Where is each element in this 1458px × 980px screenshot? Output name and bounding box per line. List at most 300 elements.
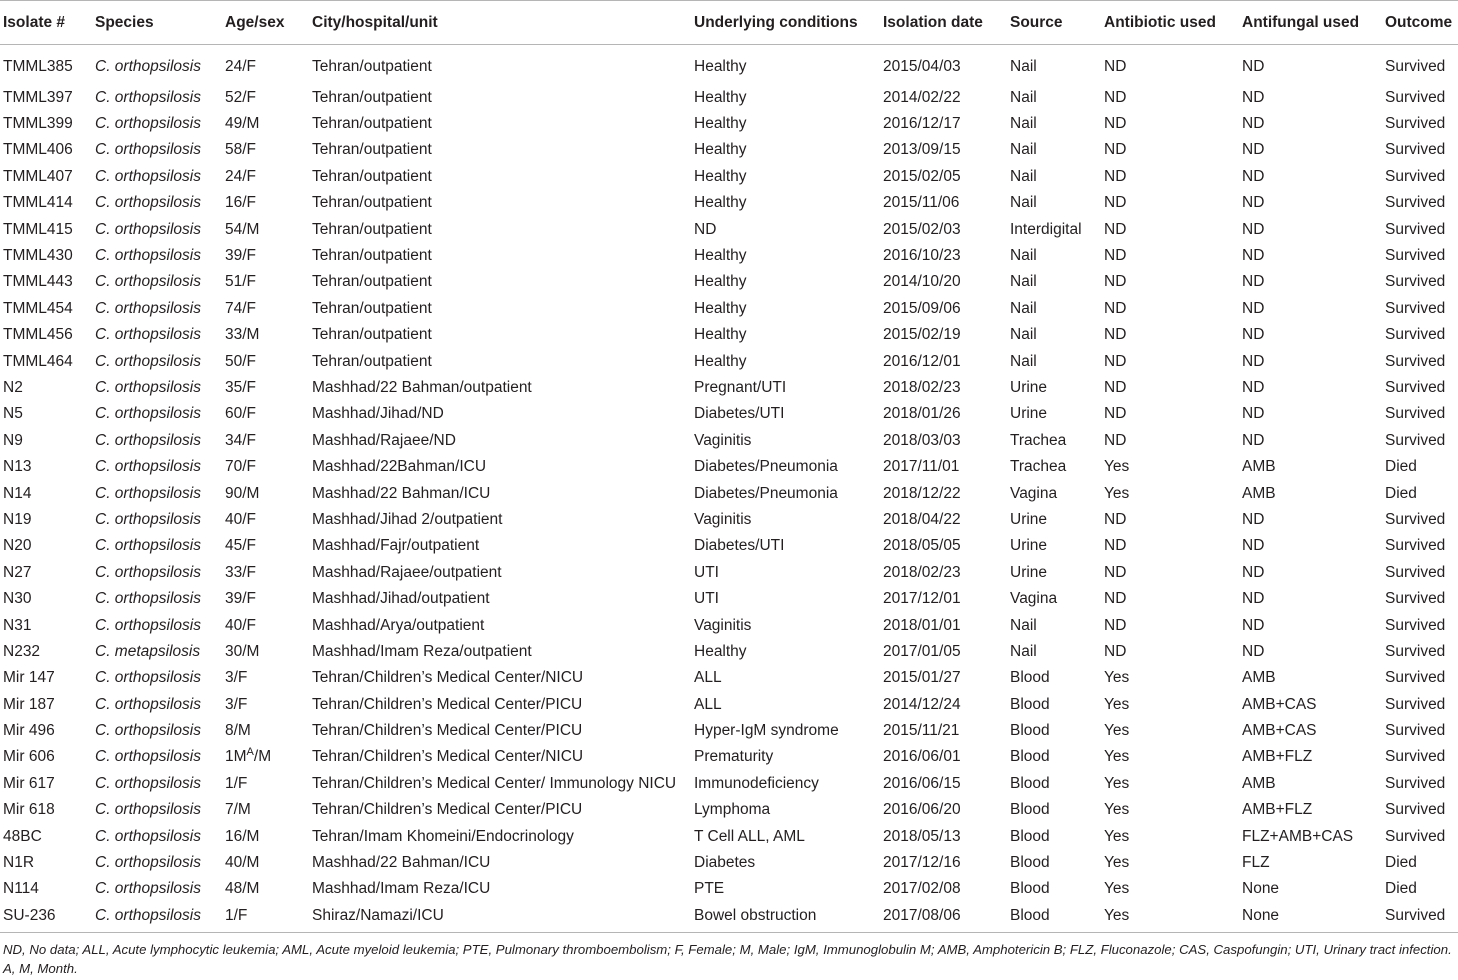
cell-source: Interdigital (1010, 220, 1082, 238)
cell-species: C. orthopsilosis (95, 880, 201, 898)
cell-antibiotic-used: ND (1104, 194, 1127, 212)
cell-species: C. orthopsilosis (95, 220, 201, 238)
cell-source: Nail (1010, 326, 1037, 344)
table-header-row (0, 1, 1458, 45)
cell-age-sex: 7/M (225, 801, 251, 819)
cell-age-sex: 34/F (225, 431, 257, 449)
cell-city-hospital-unit: Tehran/outpatient (312, 247, 432, 265)
table-row (0, 560, 1458, 586)
cell-age-sex: 39/F (225, 247, 257, 265)
header-outcome: Outcome (1385, 1, 1458, 45)
cell-outcome: Survived (1385, 247, 1446, 265)
cell-outcome: Survived (1385, 378, 1446, 396)
cell-species: C. orthopsilosis (95, 57, 201, 75)
table-row (0, 507, 1458, 533)
cell-outcome: Survived (1385, 141, 1446, 159)
cell-isolation-date: 2015/11/21 (883, 722, 960, 740)
cell-source: Urine (1010, 378, 1048, 396)
cell-source: Blood (1010, 695, 1050, 713)
cell-source: Urine (1010, 537, 1048, 555)
cell-underlying-condition: Healthy (694, 642, 747, 660)
table-row (0, 876, 1458, 902)
cell-antibiotic-used: ND (1104, 616, 1127, 634)
cell-antifungal-used: AMB (1242, 774, 1276, 792)
cell-outcome: Survived (1385, 827, 1446, 845)
cell-underlying-condition: Diabetes (694, 854, 756, 872)
table-row (0, 296, 1458, 322)
cell-antibiotic-used: ND (1104, 352, 1127, 370)
cell-underlying-condition: Lymphoma (694, 801, 771, 819)
cell-age-sex (225, 744, 312, 770)
cell-isolation-date: 2018/02/23 (883, 563, 961, 581)
cell-antibiotic-used: ND (1104, 537, 1127, 555)
cell-underlying-condition: Healthy (694, 326, 747, 344)
cell-isolate: N14 (3, 484, 32, 502)
cell-city-hospital-unit: Tehran/outpatient (312, 352, 432, 370)
cell-city-hospital-unit: Tehran/outpatient (312, 273, 432, 291)
cell-age-sex: 33/F (225, 563, 257, 581)
cell-city-hospital-unit: Shiraz/Namazi/ICU (312, 903, 694, 933)
cell-species: C. orthopsilosis (95, 405, 201, 423)
cell-underlying-condition: Vaginitis (694, 510, 752, 528)
cell-isolation-date: 2014/12/24 (883, 695, 961, 713)
cell-city-hospital-unit: Tehran/outpatient (312, 57, 432, 75)
cell-outcome: Survived (1385, 167, 1446, 185)
cell-isolate: TMML406 (3, 141, 73, 159)
cell-isolate: TMML430 (3, 247, 73, 265)
cell-isolate: TMML464 (3, 352, 73, 370)
cell-underlying-condition: Diabetes/UTI (694, 405, 785, 423)
cell-source: Nail (1010, 194, 1037, 212)
cell-isolate: TMML397 (3, 88, 73, 106)
cell-source: Blood (1010, 854, 1050, 872)
cell-city-hospital-unit: Tehran/outpatient (312, 326, 432, 344)
cell-species: C. orthopsilosis (95, 616, 201, 634)
cell-underlying-condition: Vaginitis (694, 431, 752, 449)
cell-source: Blood (1010, 903, 1104, 933)
cell-isolation-date: 2017/02/08 (883, 880, 961, 898)
cell-species: C. orthopsilosis (95, 299, 201, 317)
table-row (0, 797, 1458, 823)
table-row (0, 639, 1458, 665)
cell-city-hospital-unit: Tehran/Children’s Medical Center/PICU (312, 801, 583, 819)
cell-species: C. orthopsilosis (95, 827, 201, 845)
cell-city-hospital-unit: Mashhad/Imam Reza/ICU (312, 880, 491, 898)
cell-underlying-condition: Healthy (694, 115, 747, 133)
cell-species: C. orthopsilosis (95, 141, 201, 159)
cell-species: C. orthopsilosis (95, 801, 201, 819)
cell-species: C. metapsilosis (95, 642, 201, 660)
table-row (0, 45, 1458, 85)
cell-species: C. orthopsilosis (95, 88, 201, 106)
table-row (0, 322, 1458, 348)
cell-underlying-condition: Bowel obstruction (694, 903, 883, 933)
cell-isolation-date: 2014/02/22 (883, 88, 961, 106)
cell-isolation-date: 2014/10/20 (883, 273, 961, 291)
cell-species: C. orthopsilosis (95, 458, 201, 476)
cell-outcome: Died (1385, 484, 1417, 502)
cell-age-sex: 35/F (225, 378, 257, 396)
cell-city-hospital-unit: Tehran/outpatient (312, 88, 432, 106)
cell-source: Nail (1010, 247, 1037, 265)
cell-antibiotic-used: Yes (1104, 748, 1130, 766)
cell-species: C. orthopsilosis (95, 273, 201, 291)
table-row (0, 164, 1458, 190)
cell-city-hospital-unit: Mashhad/Fajr/outpatient (312, 537, 480, 555)
cell-antifungal-used: ND (1242, 88, 1265, 106)
table-row (0, 823, 1458, 849)
table-row (0, 586, 1458, 612)
cell-species: C. orthopsilosis (95, 194, 201, 212)
cell-source: Nail (1010, 352, 1037, 370)
table-row (0, 111, 1458, 137)
cell-isolate: TMML415 (3, 220, 73, 238)
header-antifungal-used: Antifungal used (1242, 1, 1385, 45)
cell-species: C. orthopsilosis (95, 774, 201, 792)
cell-isolate: N27 (3, 563, 32, 581)
cell-age-sex: 40/F (225, 616, 257, 634)
table-body (0, 45, 1458, 933)
cell-antibiotic-used: Yes (1104, 669, 1130, 687)
cell-antifungal-used: AMB (1242, 484, 1276, 502)
cell-species: C. orthopsilosis (95, 695, 201, 713)
cell-isolate: N30 (3, 590, 32, 608)
cell-isolate: TMML399 (3, 115, 73, 133)
cell-isolation-date: 2018/03/03 (883, 431, 961, 449)
cell-isolate: Mir 187 (3, 695, 55, 713)
cell-isolation-date: 2017/08/06 (883, 903, 1010, 933)
cell-source: Nail (1010, 273, 1037, 291)
cell-outcome: Survived (1385, 194, 1446, 212)
cell-age-sex: 33/M (225, 326, 260, 344)
cell-outcome: Survived (1385, 405, 1446, 423)
cell-antifungal-used: FLZ+AMB+CAS (1242, 827, 1354, 845)
cell-antibiotic-used: ND (1104, 57, 1127, 75)
cell-age-sex: 52/F (225, 88, 257, 106)
cell-antifungal-used: ND (1242, 352, 1265, 370)
cell-isolate: 48BC (3, 827, 42, 845)
cell-antifungal-used: ND (1242, 167, 1265, 185)
cell-antibiotic-used: ND (1104, 563, 1127, 581)
cell-antifungal-used: AMB+FLZ (1242, 801, 1313, 819)
cell-outcome: Survived (1385, 352, 1446, 370)
cell-outcome: Survived (1385, 695, 1446, 713)
cell-source: Urine (1010, 510, 1048, 528)
cell-antibiotic-used: ND (1104, 378, 1127, 396)
header-isolation-date: Isolation date (883, 1, 1010, 45)
cell-antibiotic-used: Yes (1104, 458, 1130, 476)
cell-underlying-condition: Healthy (694, 194, 747, 212)
cell-antifungal-used: ND (1242, 115, 1265, 133)
cell-species: C. orthopsilosis (95, 590, 201, 608)
cell-underlying-condition: Healthy (694, 141, 747, 159)
cell-isolation-date: 2018/01/26 (883, 405, 961, 423)
cell-isolate: Mir 147 (3, 669, 55, 687)
cell-isolate: TMML385 (3, 57, 73, 75)
cell-age-sex: 16/F (225, 194, 257, 212)
cell-antibiotic-used: ND (1104, 642, 1127, 660)
cell-antifungal-used: ND (1242, 378, 1265, 396)
cell-age-sex: 40/F (225, 510, 257, 528)
header-age-sex: Age/sex (225, 1, 312, 45)
cell-isolate: TMML454 (3, 299, 73, 317)
cell-species: C. orthopsilosis (95, 247, 201, 265)
cell-age-sex: 90/M (225, 484, 260, 502)
cell-outcome: Died (1385, 458, 1417, 476)
table-row (0, 480, 1458, 506)
cell-outcome: Survived (1385, 115, 1446, 133)
cell-source: Blood (1010, 774, 1050, 792)
cell-age-sex: 3/F (225, 695, 248, 713)
cell-source: Nail (1010, 88, 1037, 106)
cell-outcome: Survived (1385, 801, 1446, 819)
header-source: Source (1010, 1, 1104, 45)
cell-antifungal-used: ND (1242, 616, 1265, 634)
cell-isolation-date: 2018/01/01 (883, 616, 961, 634)
cell-city-hospital-unit: Mashhad/22 Bahman/outpatient (312, 378, 532, 396)
cell-underlying-condition: ALL (694, 669, 722, 687)
cell-outcome: Survived (1385, 616, 1446, 634)
cell-underlying-condition: ND (694, 220, 717, 238)
cell-outcome: Survived (1385, 537, 1446, 555)
cell-species: C. orthopsilosis (95, 563, 201, 581)
cell-outcome: Died (1385, 854, 1417, 872)
cell-antibiotic-used: Yes (1104, 903, 1242, 933)
cell-city-hospital-unit: Tehran/Children’s Medical Center/NICU (312, 748, 584, 766)
age-footnote-marker: A (246, 746, 254, 759)
cell-city-hospital-unit: Tehran/outpatient (312, 299, 432, 317)
cell-antibiotic-used: Yes (1104, 722, 1130, 740)
cell-outcome: Survived (1385, 774, 1446, 792)
cell-source: Urine (1010, 405, 1048, 423)
cell-city-hospital-unit: Tehran/outpatient (312, 167, 432, 185)
cell-underlying-condition: Healthy (694, 273, 747, 291)
cell-age-sex: 45/F (225, 537, 257, 555)
cell-city-hospital-unit: Tehran/Children’s Medical Center/PICU (312, 695, 583, 713)
table-row (0, 454, 1458, 480)
cell-source: Trachea (1010, 431, 1067, 449)
header-underlying-conditions: Underlying conditions (694, 1, 883, 45)
cell-outcome: Survived (1385, 299, 1446, 317)
cell-underlying-condition: ALL (694, 695, 722, 713)
cell-antifungal-used: FLZ (1242, 854, 1270, 872)
cell-underlying-condition: Healthy (694, 57, 747, 75)
cell-source: Vagina (1010, 590, 1058, 608)
cell-city-hospital-unit: Tehran/Children’s Medical Center/NICU (312, 669, 584, 687)
cell-city-hospital-unit: Mashhad/Rajaee/ND (312, 431, 456, 449)
table-row (0, 744, 1458, 770)
cell-city-hospital-unit: Mashhad/Jihad 2/outpatient (312, 510, 503, 528)
cell-underlying-condition: Healthy (694, 88, 747, 106)
cell-isolation-date: 2016/12/17 (883, 115, 961, 133)
table-row (0, 243, 1458, 269)
cell-isolate: N232 (3, 642, 41, 660)
cell-age-sex: 8/M (225, 722, 251, 740)
cell-antifungal-used: ND (1242, 141, 1265, 159)
cell-isolate: N19 (3, 510, 32, 528)
cell-age-sex: 24/F (225, 167, 257, 185)
cell-antibiotic-used: ND (1104, 590, 1127, 608)
cell-outcome: Survived (1385, 722, 1446, 740)
cell-antibiotic-used: ND (1104, 247, 1127, 265)
table-row (0, 85, 1458, 111)
cell-isolation-date: 2016/06/15 (883, 774, 961, 792)
cell-antifungal-used: AMB (1242, 458, 1276, 476)
cell-species: C. orthopsilosis (95, 352, 201, 370)
cell-outcome: Survived (1385, 669, 1446, 687)
cell-antibiotic-used: ND (1104, 115, 1127, 133)
cell-city-hospital-unit: Tehran/Children’s Medical Center/ Immunology NICU (312, 774, 677, 792)
cell-underlying-condition: Diabetes/UTI (694, 537, 785, 555)
cell-outcome: Survived (1385, 326, 1446, 344)
cell-age-sex: 40/M (225, 854, 260, 872)
cell-species: C. orthopsilosis (95, 537, 201, 555)
cell-antifungal-used: ND (1242, 194, 1265, 212)
cell-source: Blood (1010, 722, 1050, 740)
cell-species: C. orthopsilosis (95, 748, 201, 766)
table-row (0, 903, 1458, 933)
cell-outcome: Survived (1385, 903, 1458, 933)
cell-underlying-condition: Hyper-IgM syndrome (694, 722, 839, 740)
cell-isolate: Mir 617 (3, 774, 55, 792)
cell-isolate: N13 (3, 458, 32, 476)
cell-isolate: N114 (3, 880, 39, 898)
cell-outcome: Died (1385, 880, 1417, 898)
cell-source: Nail (1010, 57, 1037, 75)
cell-antifungal-used: None (1242, 903, 1385, 933)
cell-underlying-condition: Diabetes/Pneumonia (694, 484, 838, 502)
table-row (0, 216, 1458, 242)
cell-underlying-condition: Healthy (694, 352, 747, 370)
cell-antibiotic-used: ND (1104, 88, 1127, 106)
cell-antibiotic-used: ND (1104, 167, 1127, 185)
table-row (0, 718, 1458, 744)
cell-antifungal-used: ND (1242, 405, 1265, 423)
cell-isolation-date: 2015/02/03 (883, 220, 961, 238)
cell-antibiotic-used: ND (1104, 273, 1127, 291)
cell-isolate: Mir 618 (3, 801, 55, 819)
cell-underlying-condition: Healthy (694, 247, 747, 265)
cell-isolation-date: 2015/01/27 (883, 669, 961, 687)
cell-isolate: TMML456 (3, 326, 73, 344)
cell-underlying-condition: Diabetes/Pneumonia (694, 458, 838, 476)
cell-city-hospital-unit: Tehran/outpatient (312, 194, 432, 212)
table-row (0, 348, 1458, 374)
cell-isolation-date: 2016/10/23 (883, 247, 961, 265)
cell-isolation-date: 2015/11/06 (883, 194, 960, 212)
cell-outcome: Survived (1385, 590, 1446, 608)
cell-antifungal-used: ND (1242, 431, 1265, 449)
cell-antibiotic-used: Yes (1104, 695, 1130, 713)
cell-antifungal-used: ND (1242, 590, 1265, 608)
cell-city-hospital-unit: Mashhad/Imam Reza/outpatient (312, 642, 532, 660)
cell-isolation-date: 2018/02/23 (883, 378, 961, 396)
header-isolate: Isolate # (0, 1, 95, 45)
cell-source: Blood (1010, 827, 1050, 845)
cell-age-sex: 39/F (225, 590, 257, 608)
cell-source: Trachea (1010, 458, 1067, 476)
cell-antibiotic-used: Yes (1104, 854, 1130, 872)
cell-outcome: Survived (1385, 88, 1446, 106)
cell-isolate: TMML443 (3, 273, 73, 291)
cell-outcome: Survived (1385, 431, 1446, 449)
cell-isolation-date: 2015/02/05 (883, 167, 961, 185)
cell-city-hospital-unit: Mashhad/Rajaee/outpatient (312, 563, 502, 581)
cell-antibiotic-used: Yes (1104, 801, 1130, 819)
sex-value: /M (253, 748, 272, 766)
cell-city-hospital-unit: Mashhad/22 Bahman/ICU (312, 484, 491, 502)
cell-isolation-date: 2015/04/03 (883, 57, 961, 75)
cell-isolate: N9 (3, 431, 23, 449)
cell-age-sex: 58/F (225, 141, 257, 159)
cell-underlying-condition: Prematurity (694, 748, 774, 766)
cell-antibiotic-used: ND (1104, 141, 1127, 159)
cell-isolate: TMML407 (3, 167, 73, 185)
cell-species: C. orthopsilosis (95, 903, 225, 933)
cell-underlying-condition: Healthy (694, 299, 747, 317)
cell-antibiotic-used: ND (1104, 510, 1127, 528)
cell-outcome: Survived (1385, 220, 1446, 238)
cell-city-hospital-unit: Mashhad/22 Bahman/ICU (312, 854, 491, 872)
cell-age-sex: 50/F (225, 352, 257, 370)
cell-isolation-date: 2017/01/05 (883, 642, 961, 660)
cell-city-hospital-unit: Mashhad/Jihad/outpatient (312, 590, 490, 608)
cell-source: Nail (1010, 115, 1037, 133)
cell-isolation-date: 2016/06/20 (883, 801, 961, 819)
cell-outcome: Survived (1385, 510, 1446, 528)
table-footnote: ND, No data; ALL, Acute lymphocytic leukemia; AML, Acute myeloid leukemia; PTE, Pulmonary thromboembolism; F, Female; M, Male; IgM, Immunoglobulin M; AMB, Amphotericin B; FLZ, Fluconazole; CAS, Caspofungin; UTI, Urinary tract infection. A, M, Month. (3, 942, 1452, 976)
cell-antifungal-used: ND (1242, 326, 1265, 344)
cell-isolation-date: 2018/12/22 (883, 484, 961, 502)
cell-age-sex: 49/M (225, 115, 260, 133)
cell-source: Blood (1010, 669, 1050, 687)
cell-antifungal-used: ND (1242, 563, 1265, 581)
table-row (0, 375, 1458, 401)
cell-antifungal-used: None (1242, 880, 1280, 898)
cell-antifungal-used: ND (1242, 247, 1265, 265)
cell-age-sex: 16/M (225, 827, 260, 845)
cell-antifungal-used: AMB+FLZ (1242, 748, 1313, 766)
cell-isolation-date: 2018/05/13 (883, 827, 961, 845)
cell-isolate: N20 (3, 537, 32, 555)
cell-isolation-date: 2016/12/01 (883, 352, 961, 370)
cell-age-sex: 3/F (225, 669, 248, 687)
cell-isolation-date: 2017/12/16 (883, 854, 961, 872)
cell-outcome: Survived (1385, 57, 1446, 75)
table-row (0, 428, 1458, 454)
table-row (0, 533, 1458, 559)
cell-antibiotic-used: ND (1104, 405, 1127, 423)
cell-antifungal-used: AMB (1242, 669, 1276, 687)
cell-antifungal-used: ND (1242, 220, 1265, 238)
cell-underlying-condition: UTI (694, 563, 719, 581)
cell-city-hospital-unit: Mashhad/22Bahman/ICU (312, 458, 487, 476)
table-row (0, 401, 1458, 427)
cell-antifungal-used: AMB+CAS (1242, 695, 1317, 713)
cell-antifungal-used: ND (1242, 642, 1265, 660)
cell-age-sex: 70/F (225, 458, 257, 476)
cell-age-sex: 1/F (225, 903, 312, 933)
cell-city-hospital-unit: Tehran/outpatient (312, 115, 432, 133)
cell-underlying-condition: PTE (694, 880, 725, 898)
cell-source: Nail (1010, 616, 1037, 634)
cell-antibiotic-used: Yes (1104, 774, 1130, 792)
cell-underlying-condition: T Cell ALL, AML (694, 827, 805, 845)
cell-source: Blood (1010, 748, 1050, 766)
header-city-hospital-unit: City/hospital/unit (312, 1, 694, 45)
header-antibiotic-used: Antibiotic used (1104, 1, 1242, 45)
cell-antibiotic-used: ND (1104, 220, 1127, 238)
